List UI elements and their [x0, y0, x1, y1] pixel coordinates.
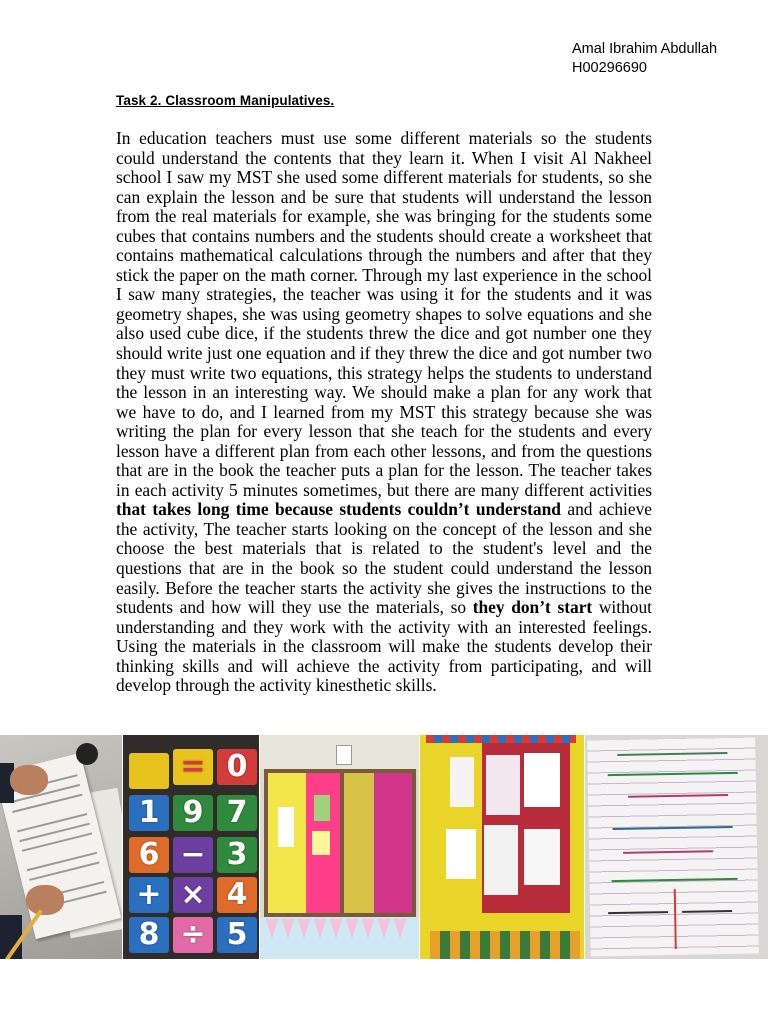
wall-sign	[336, 745, 352, 765]
student-id: H00296690	[572, 60, 647, 76]
cube-three: 3	[217, 837, 257, 873]
cube-one: 1	[129, 795, 169, 831]
cube-equals: =	[173, 749, 213, 785]
handwriting-line	[617, 752, 727, 756]
body-bold-phrase-2: they don’t start	[472, 597, 593, 618]
cube-nine: 9	[173, 795, 213, 831]
photo-notebook	[585, 735, 768, 959]
paper-3	[524, 753, 560, 807]
border-top	[426, 735, 576, 743]
body-text-part-1: In education teachers must use some different materials so the students could understand the contents that they learn it. When I visit Al Nakheel school I saw my MST she used some different materials for students, so she can explain the lesson and be sure that students will understand the lesson from the real materials for example, she was bringing for the students some cubes that contains numbers and the students should create a worksheet that contains mathematical calculations through the numbers and after that they stick the paper on the math corner. Through my last experience in the school I saw many strategies, the teacher was using it for the students and it was geometry shapes, she was using geometry shapes to solve equations and she also used cube dice, if the students threw the dice and got number one they should write just one equation and if they threw the dice and got number two they must write two equations, this strategy helps the students to understand the lesson in an interesting way. We should make a plan for any work that we have to do, and I learned from my MST this strategy because she was writing the plan for every lesson that she teach for the students and every lesson have a different plan from each other lessons, and from the questions that are in the book the teacher puts a plan for the lesson. The teacher takes in each activity 5 minutes sometimes, but there are many different activities	[116, 128, 652, 500]
cube-times: ×	[173, 877, 213, 913]
author-block	[572, 40, 717, 78]
cube-zero: 0	[217, 749, 257, 785]
handwriting-line	[613, 826, 733, 830]
handwriting-line	[628, 794, 728, 798]
photo-math-corner	[420, 735, 584, 959]
board-magenta	[374, 773, 412, 913]
border-bottom	[430, 931, 580, 959]
body-bold-phrase-1: that takes long time because students couldn’t understand	[116, 499, 561, 520]
cube-seven: 7	[217, 795, 257, 831]
margin-line	[674, 889, 677, 949]
cube-five: 5	[217, 917, 257, 953]
hand-bottom	[26, 885, 64, 915]
paper-6	[524, 829, 560, 885]
page-title: Task 2. Classroom Manipulatives.	[116, 93, 335, 108]
body-paragraph	[116, 129, 652, 696]
photo-strip	[0, 735, 768, 959]
cube-divide: ÷	[173, 917, 213, 953]
body-text-part-2: and achieve the activity, The teacher starts looking on the concept of the lesson and she choose the best materials that is related to the student's level and the questions that are in the book so the student could understand the lesson easily. Before the teacher starts the activity she gives the instructions to the students and how will they use the materials, so	[116, 499, 652, 618]
cube-eight: 8	[129, 917, 169, 953]
handwriting-line	[608, 772, 738, 776]
body-text-part-3: without understanding and they work with the activity with an interested feelings. Using the materials in the classroom will make the students develop their thinking skills and will achieve the activity from participating, and will develop through the activity kinesthetic skills.	[116, 597, 652, 696]
paper-2	[486, 755, 520, 815]
author-name: Amal Ibrahim Abdullah	[572, 41, 718, 57]
cube-yellow-blank	[129, 753, 169, 789]
pinned-note-2	[314, 795, 330, 821]
cube-plus: +	[129, 877, 169, 913]
bunting-area	[260, 917, 419, 959]
paper-5	[484, 825, 518, 895]
photo-number-cubes	[123, 735, 259, 959]
pinned-note-3	[312, 831, 330, 855]
bunting-flags	[260, 917, 419, 959]
pinned-note-1	[278, 807, 294, 847]
paper-1	[450, 757, 474, 807]
cube-six: 6	[129, 837, 169, 873]
cube-four: 4	[217, 877, 257, 913]
handwriting-line	[682, 910, 732, 913]
handwriting-line	[612, 878, 738, 882]
handwriting-line	[623, 850, 713, 854]
paper-4	[446, 829, 476, 879]
notebook-page	[587, 738, 759, 957]
cube-minus: −	[173, 837, 213, 873]
photo-bulletin-board	[260, 735, 419, 959]
board-panel	[344, 773, 374, 913]
hand-top	[10, 765, 48, 795]
handwriting-line	[608, 911, 668, 914]
photo-worksheet	[0, 735, 122, 959]
cup	[76, 743, 98, 765]
